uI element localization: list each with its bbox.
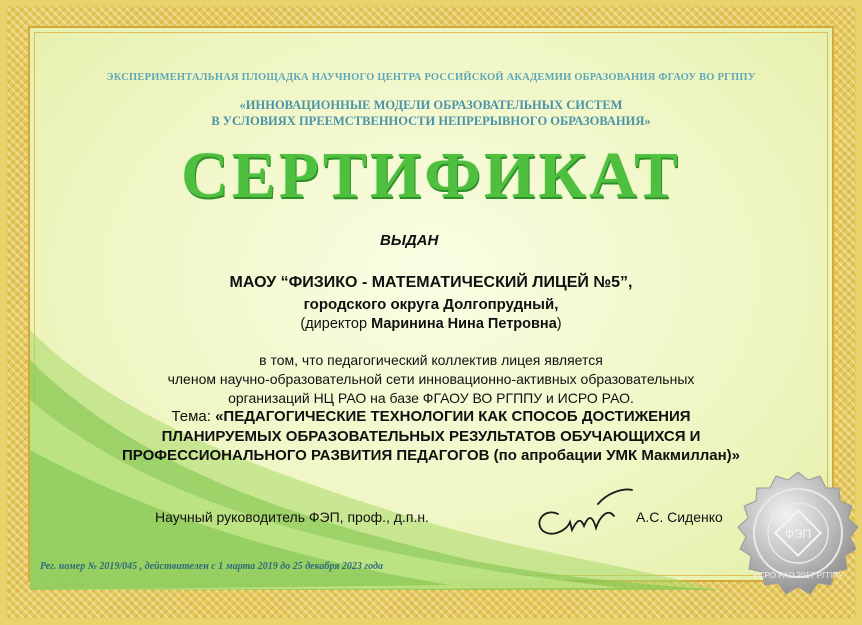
program-title-line-1: «ИННОВАЦИОННЫЕ МОДЕЛИ ОБРАЗОВАТЕЛЬНЫХ СИСТЕМ xyxy=(239,98,623,112)
issued-label: ВЫДАН xyxy=(380,232,439,249)
program-title-line-2: В УСЛОВИЯХ ПРЕЕМСТВЕННОСТИ НЕПРЕРЫВНОГО ОБРАЗОВАНИЯ» xyxy=(211,114,651,128)
supervisor-name: А.С. Сиденко xyxy=(636,509,723,525)
body-text-line-2: членом научно-образовательной сети инновационно-активных образовательных xyxy=(167,371,695,387)
body-text-line-3: организаций НЦ РАО на базе ФГАОУ ВО РГППУ и ИСРО РАО. xyxy=(228,390,634,406)
seal-ring-text: ИСРО РАО 2017 РГППУ xyxy=(753,571,843,580)
director-name: Маринина Нина Петровна xyxy=(371,316,557,332)
body-text-line-1: в том, что педагогический коллектив лицея является xyxy=(259,352,603,368)
director-suffix: ) xyxy=(556,316,562,332)
organization-city: городского округа Долгопрудный, xyxy=(303,296,559,313)
director-prefix: (директор xyxy=(300,316,372,332)
theme-line-1 xyxy=(0,408,862,425)
certificate-title: СЕРТИФИКАТ xyxy=(181,139,681,212)
experimental-site-line: ЭКСПЕРИМЕНТАЛЬНАЯ ПЛОЩАДКА НАУЧНОГО ЦЕНТРА РОССИЙСКОЙ АКАДЕМИИ ОБРАЗОВАНИЯ ФГАОУ ВО РГППУ xyxy=(106,72,756,83)
theme-line-2: ПЛАНИРУЕМЫХ ОБРАЗОВАТЕЛЬНЫХ РЕЗУЛЬТАТОВ ОБУЧАЮЩИХСЯ И xyxy=(161,428,701,445)
seal-center-text: ФЭП xyxy=(784,527,812,541)
supervisor-title: Научный руководитель ФЭП, проф., д.п.н. xyxy=(155,509,429,525)
director-line xyxy=(0,316,862,332)
registration-line: Рег. номер № 2019/045 , действителен с 1 марта 2019 до 25 декабря 2023 года xyxy=(40,561,383,572)
theme-text-1: «ПЕДАГОГИЧЕСКИЕ ТЕХНОЛОГИИ КАК СПОСОБ ДОСТИЖЕНИЯ xyxy=(215,408,691,425)
silver-seal-icon xyxy=(724,470,862,618)
signature-image xyxy=(528,486,638,546)
theme-prefix: Тема: xyxy=(171,408,216,425)
organization-name: МАОУ “ФИЗИКО - МАТЕМАТИЧЕСКИЙ ЛИЦЕЙ №5”, xyxy=(229,274,633,291)
theme-line-3: ПРОФЕССИОНАЛЬНОГО РАЗВИТИЯ ПЕДАГОГОВ (по апробации УМК Макмиллан)» xyxy=(122,447,740,464)
